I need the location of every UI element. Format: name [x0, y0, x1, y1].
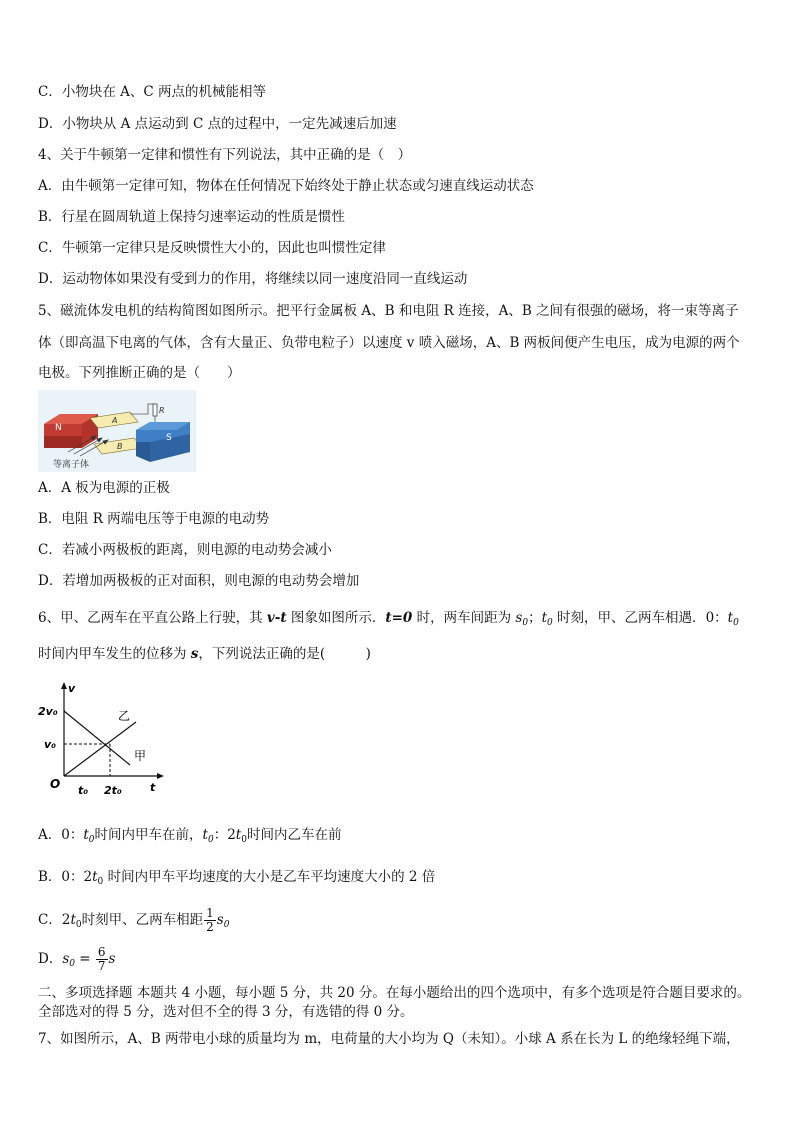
- q4-option-a: A．由牛顿第一定律可知，物体在任何情况下始终处于静止状态或匀速直线运动状态: [38, 178, 534, 194]
- q6-option-d: D．$s_0$ = $\frac{6}{7}$ s: [38, 945, 116, 973]
- plate-a-label: A: [112, 416, 118, 425]
- symbol-t0: $t_0$: [202, 827, 214, 845]
- section2-heading-line2: 全部选对的得 5 分，选对但不全的得 3 分，有选错的得 0 分。: [38, 1004, 414, 1020]
- t-axis-arrow: [157, 773, 164, 779]
- q6-option-b: [38, 868, 435, 891]
- q5-stem-line2: 体（即高温下电离的气体，含有大量正、负带电粒子）以速度 v 喷入磁场，A、B 两板间便产生电压，成为电源的两个: [38, 335, 740, 351]
- tick-v0: v₀: [44, 738, 56, 751]
- q3-option-c: C．小物块在 A、C 两点的机械能相等: [38, 84, 266, 100]
- label-jia: 甲: [134, 749, 147, 763]
- tick-2v0: 2v₀: [38, 705, 58, 718]
- option-letter: D．: [38, 951, 63, 967]
- q6-stem-text: 0：: [705, 610, 728, 626]
- q6-option-c: [38, 905, 229, 940]
- q6-text: ：: [213, 827, 228, 843]
- magnet-s-label: S: [166, 433, 172, 443]
- symbol-2t0: $2t_0$: [61, 912, 82, 930]
- q6-stem-text: ；: [528, 610, 542, 626]
- symbol-t0: $t_0$: [727, 610, 739, 628]
- q4-stem: 4、关于牛顿第一定律和惯性有下列说法，其中正确的是（ ）: [38, 147, 412, 163]
- symbol-2t0: $2t_0$: [227, 827, 247, 845]
- option-letter: B．: [38, 869, 62, 885]
- option-letter: C．: [38, 912, 62, 928]
- symbol-s: s: [190, 646, 199, 662]
- symbol-s0: $s_0$: [515, 610, 529, 628]
- q6-text: 0：: [61, 827, 84, 843]
- q6-stem-line1: [38, 609, 739, 632]
- q6-text: 时刻甲、乙两车相距: [81, 912, 204, 928]
- q6-stem-text: 图象如图所示．: [286, 610, 386, 626]
- label-yi: 乙: [118, 709, 131, 723]
- axis-t-label: t: [150, 781, 156, 794]
- symbol-t0: $t_0$: [541, 610, 553, 628]
- vt-graph: [38, 680, 168, 800]
- q4-option-c: C．牛顿第一定律只是反映惯性大小的，因此也叫惯性定律: [38, 240, 386, 256]
- q5-stem-line1: 5、磁流体发电机的结构简图如图所示。把平行金属板 A、B 和电阻 R 连接，A、B 之间有很强的磁场，将一束等离子: [38, 303, 739, 319]
- section2-heading-line1: 二、多项选择题 本题共 4 小题，每小题 5 分，共 20 分。在每小题给出的四个选项中，有多个选项是符合题目要求的。: [38, 985, 751, 1001]
- tick-2t0: 2t₀: [104, 784, 122, 797]
- resistor: [153, 404, 157, 416]
- line-yi: [64, 722, 136, 776]
- q6-text: 时间内甲车在前，: [94, 827, 203, 843]
- v-axis-arrow: [61, 682, 67, 689]
- magnet-north: [44, 414, 98, 448]
- symbol-s0: $s_0$: [62, 951, 75, 969]
- q6-text: 时间内甲车平均速度的大小是乙车平均速度大小的 2 倍: [107, 869, 436, 885]
- q5-option-b: B．电阻 R 两端电压等于电源的电动势: [38, 511, 270, 527]
- plasma-caption: 等离子体: [53, 460, 90, 470]
- symbol-s0: $s_0$: [216, 912, 230, 930]
- axis-v-label: v: [68, 682, 76, 695]
- q6-stem-text: ，下列说法正确的是( ): [198, 646, 371, 662]
- q5-option-d: D．若增加两极板的正对面积，则电源的电动势会增加: [38, 573, 360, 589]
- symbol-s: s: [108, 951, 116, 967]
- q6-t-zero: t=0: [385, 610, 413, 626]
- q6-stem-text: 时刻，甲、乙两车相遇．: [552, 610, 706, 626]
- q5-option-a: A．A 板为电源的正极: [38, 480, 170, 496]
- tick-t0: t₀: [78, 784, 89, 797]
- q6-text: 时间内乙车在前: [246, 827, 342, 843]
- q6-stem-text: 6、甲、乙两车在平直公路上行驶，其: [38, 610, 267, 626]
- q6-vt-symbol: v-t: [266, 610, 287, 626]
- magnet-n-label: N: [55, 423, 62, 433]
- fraction-six-sevenths: $\frac{6}{7}$: [97, 945, 106, 973]
- q5-option-c: C．若减小两极板的距离，则电源的电动势会减小: [38, 542, 332, 558]
- mhd-generator-figure: [38, 390, 196, 472]
- fraction-one-half: $\frac{1}{2}$: [206, 906, 214, 934]
- q7-stem-line1: 7、如图所示，A、B 两带电小球的质量均为 m，电荷量的大小均为 Q（未知）。小球 A 系在长为 L 的绝缘轻绳下端，: [38, 1031, 740, 1047]
- option-letter: A．: [38, 827, 62, 843]
- q4-option-b: B．行星在圆周轨道上保持匀速率运动的性质是惯性: [38, 209, 345, 225]
- q5-stem-line3: 电极。下列推断正确的是（ ）: [38, 365, 241, 381]
- q6-stem-line2: [38, 645, 371, 663]
- q6-stem-text: 时，两车间距为: [412, 610, 516, 626]
- plate-b-label: B: [117, 442, 123, 451]
- q4-option-d: D．运动物体如果没有受到力的作用，将继续以同一速度沿同一直线运动: [38, 271, 468, 287]
- q6-stem-text: 时间内甲车发生的位移为: [38, 646, 191, 662]
- origin-label: O: [50, 777, 61, 791]
- resistor-label: R: [159, 406, 165, 415]
- symbol-t0: $t_0$: [83, 827, 95, 845]
- q3-option-d: D．小物块从 A 点运动到 C 点的过程中，一定先减速后加速: [38, 116, 397, 132]
- q6-option-a: [38, 826, 341, 849]
- symbol-2t0: $2t_0$: [83, 869, 104, 887]
- q6-text: 0：: [61, 869, 84, 885]
